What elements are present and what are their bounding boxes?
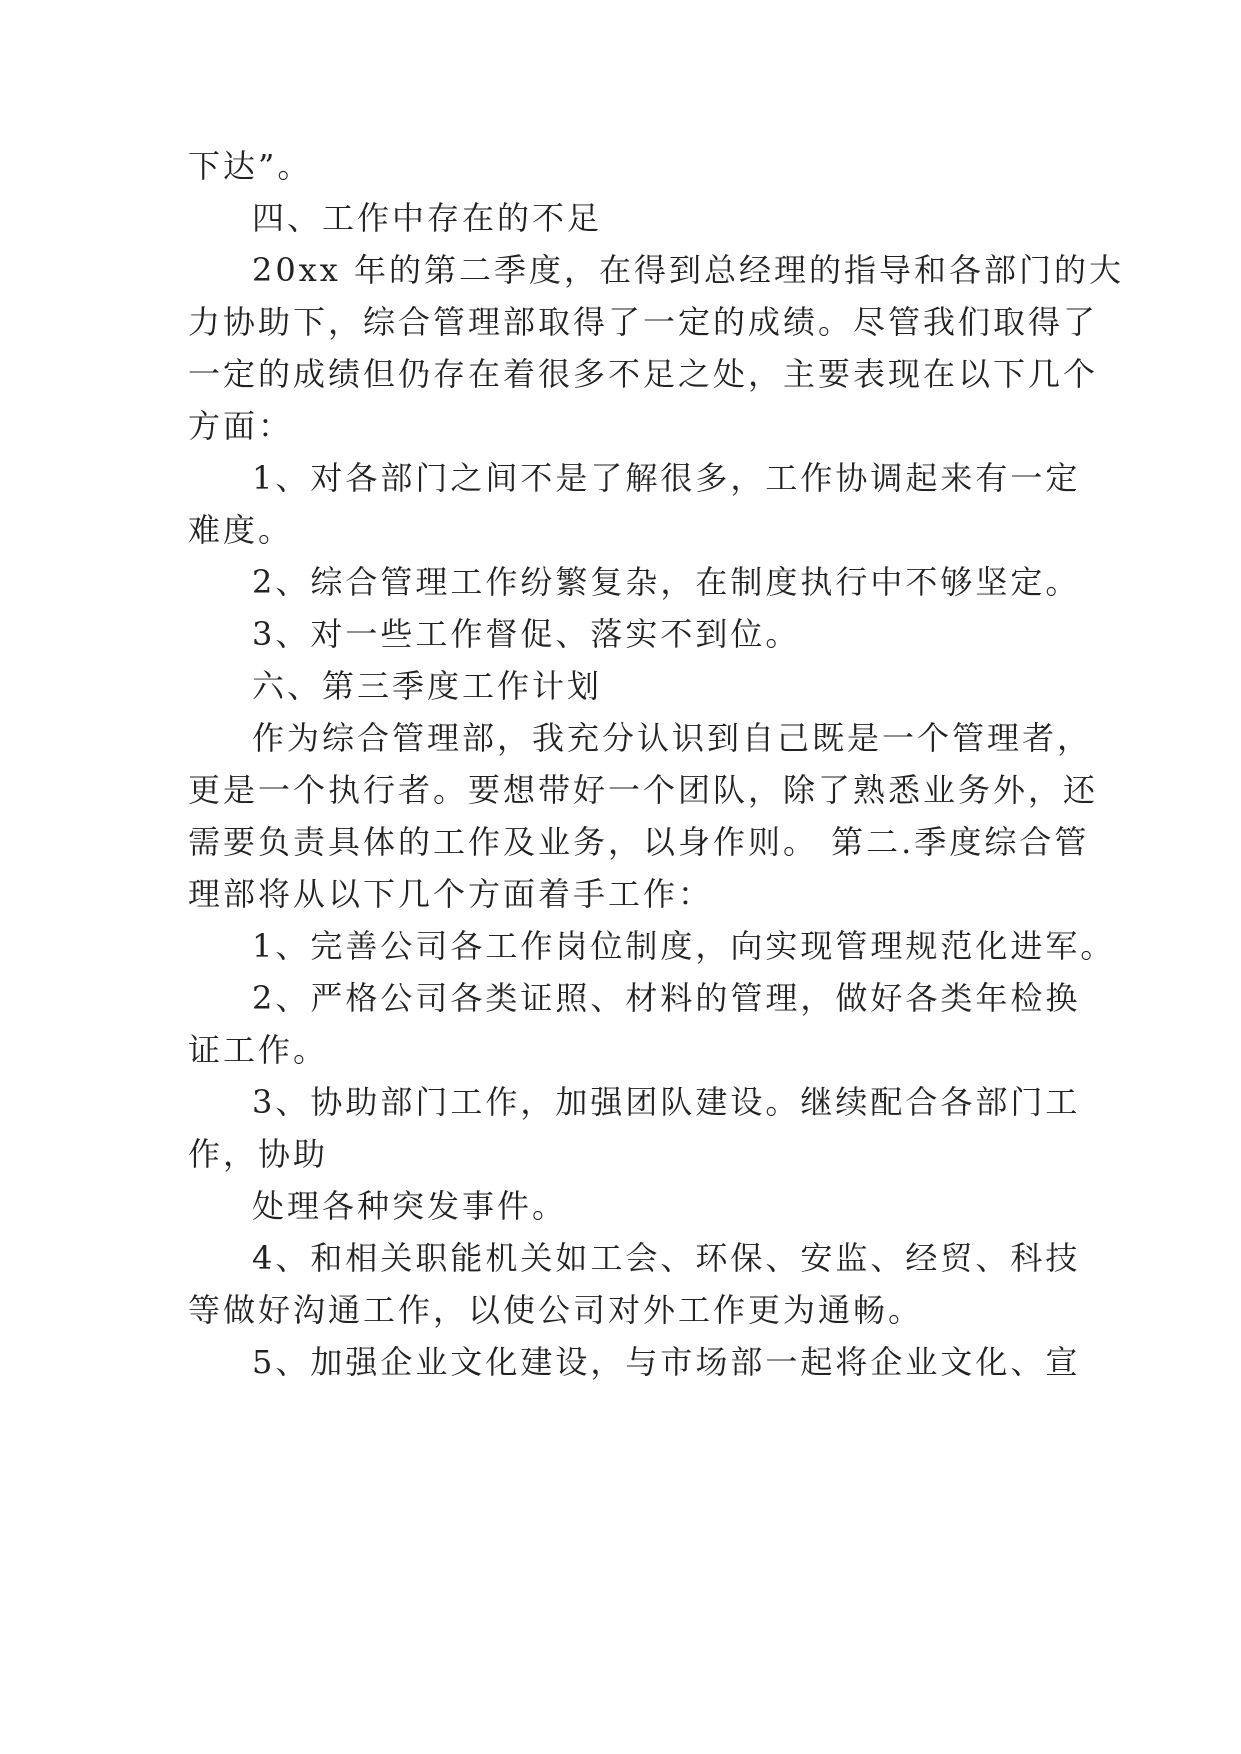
- list-item-plan-5: 5、加强企业文化建设，与市场部一起将企业文化、宣: [252, 1343, 1081, 1381]
- text-line-2: 20xx 年的第二季度，在得到总经理的指导和各部门的大: [252, 251, 1124, 289]
- text-line-22: 等做好沟通工作，以使公司对外工作更为通畅。: [188, 1291, 924, 1329]
- text-line-7: 难度。: [188, 511, 294, 549]
- text-line-5: 方面：: [188, 407, 294, 445]
- text-line-20: 处理各种突发事件。: [252, 1187, 568, 1225]
- text-line-11: 作为综合管理部，我充分认识到自己既是一个管理者，: [252, 719, 1093, 757]
- text-line-4: 一定的成绩但仍存在着很多不足之处，主要表现在以下几个: [188, 355, 1099, 393]
- list-item-shortcoming-3: 3、对一些工作督促、落实不到位。: [252, 615, 801, 653]
- list-item-plan-1: 1、完善公司各工作岗位制度，向实现管理规范化进军。: [252, 927, 1116, 965]
- list-item-plan-2: 2、严格公司各类证照、材料的管理，做好各类年检换: [252, 979, 1081, 1017]
- section-heading-q3-plan: 六、第三季度工作计划: [252, 667, 603, 705]
- text-line-0: 下达”。: [188, 147, 313, 185]
- text-line-12: 更是一个执行者。要想带好一个团队，除了熟悉业务外，还: [188, 771, 1099, 809]
- text-line-17: 证工作。: [188, 1031, 329, 1069]
- text-line-13: 需要负责具体的工作及业务，以身作则。 第二.季度综合管: [188, 823, 1090, 861]
- text-line-3: 力协助下，综合管理部取得了一定的成绩。尽管我们取得了: [188, 303, 1099, 341]
- text-line-19: 作，协助: [188, 1135, 329, 1173]
- text-line-14: 理部将从以下几个方面着手工作：: [188, 875, 714, 913]
- list-item-plan-4: 4、和相关职能机关如工会、环保、安监、经贸、科技: [252, 1239, 1081, 1277]
- list-item-shortcoming-2: 2、综合管理工作纷繁复杂，在制度执行中不够坚定。: [252, 563, 1081, 601]
- list-item-shortcoming-1: 1、对各部门之间不是了解很多，工作协调起来有一定: [252, 459, 1081, 497]
- list-item-plan-3: 3、协助部门工作，加强团队建设。继续配合各部门工: [252, 1083, 1081, 1121]
- section-heading-shortcomings: 四、工作中存在的不足: [252, 199, 603, 237]
